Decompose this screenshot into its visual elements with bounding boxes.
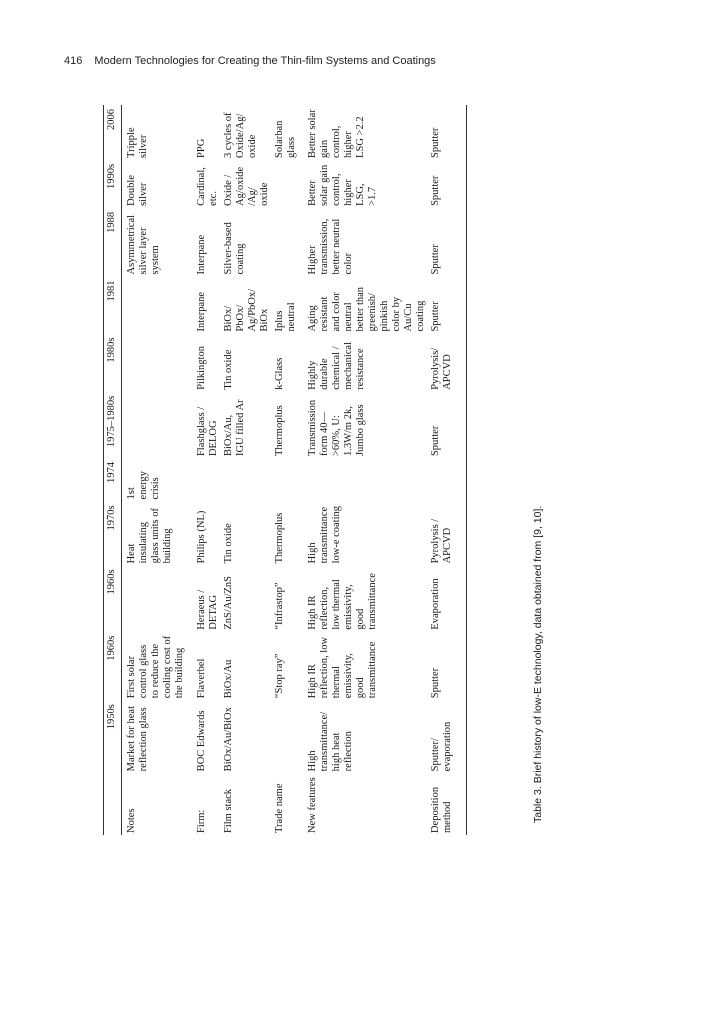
table-cell: “Infrastop” [274,582,285,630]
column-header: 1970s [104,501,122,565]
column-header: 1988 [104,208,122,277]
table-cell: Philips (NL) [196,510,207,564]
table-cell [271,208,304,277]
table-cell: Thermoplus [274,512,285,564]
running-title: Modern Technologies for Creating the Thin-film Systems and Coatings [94,55,436,67]
column-header: 1960s [104,632,122,701]
table-cell: Sputter [427,276,467,333]
table-cell: BiOx/Au/BiOx [223,707,234,772]
table-cell: Aging resistant and color neutral better than greenish/ pinkish color by Au/Cu coating [307,286,426,332]
table-cell: Sputter/ evaporation [427,700,467,773]
table-cell [122,565,187,631]
table-cell: Oxide / Ag/oxide /Ag/ oxide [223,166,270,206]
table-cell: BiOx/Au [223,659,234,699]
table-cell: Better solar gain control, higher LSG, >1.7 [307,164,378,206]
table-cell: 3 cycles of Oxide/Ag/ oxide [223,112,258,158]
table-cell: Solarban glass [274,120,297,158]
table-cell [122,276,187,333]
table-cell: High IR reflection, low thermal emissivity, good transmittance [307,573,378,630]
table-cell: Better solar gain control, higher LSG >2.2 [307,109,366,158]
table-cell: Sputter [427,632,467,701]
table-cell: Tripple silver [126,127,149,158]
table-cell [271,700,304,773]
table-cell [271,160,304,208]
low-e-history-table [103,105,467,835]
table-cell: PPG [196,138,207,158]
row-label: Firm: [196,809,207,833]
column-header [104,773,122,835]
table-cell: Cardinal, etc. [196,167,219,206]
rotated-caption-block [532,75,723,835]
table-cell: Sputter [427,392,467,458]
table-cell: Flaverbel [196,658,207,699]
table-cell [304,458,427,501]
table-cell: Silver-based coating [223,222,246,275]
running-header [64,55,436,67]
table-cell: Sputter [427,105,467,160]
table-cell: k-Glass [274,357,285,390]
column-header: 2006 [104,105,122,160]
table-cell: High transmittance/ high heat reflection [307,711,354,772]
row-label: Trade name [274,783,285,833]
column-header: 1975–1980s [104,392,122,458]
table-cell: Sputter [427,208,467,277]
table-cell: Interpane [196,234,207,275]
row-label: Notes [126,808,137,833]
table-cell: Asymmetrical silver layer system [126,214,161,275]
table-row-trade-name [271,105,304,835]
table-cell: BiOx/ PbOx/ Ag/PbOx/ BiOx [223,288,270,332]
table-row-deposition-method [427,105,467,835]
table-cell: Iplus neutral [274,302,297,332]
table-cell: Evaporation [427,565,467,631]
table-cell: Pyrolysis / APCVD [427,501,467,565]
table-cell: High transmittance low-e coating [307,505,342,564]
table-caption: Table 3. Brief history of low-E technology, data obtained from [9, 10]. [532,505,544,823]
table-cell: Pilkington [196,346,207,390]
table-cell: Thermoplus [274,405,285,457]
table-cell: Sputter [427,160,467,208]
table-cell [122,392,187,458]
table-cell: High IR reflection, low thermal emissivity, good transmittance [307,636,378,699]
table-cell: Heat insulating glass units of building [126,508,173,564]
table-cell: ZnS/Au/ZnS [223,575,234,630]
table-cell: Higher transmission, better neutral color [307,218,354,275]
table-cell: Highly durable chemical / mechanical resistance [307,341,366,390]
table-row-firm [186,105,220,835]
row-label: New features [307,777,318,833]
table-cell [122,334,187,392]
table-cell: Transmission form 40—>60%, U: 1.3W/m 2k, Jumbo glass [307,399,366,457]
table-cell: Heraeus / DETAG [196,589,219,630]
table-cell: “Stop ray” [274,653,285,699]
column-header: 1974 [104,458,122,501]
table-cell: BOC Edwards [196,710,207,772]
table-cell [271,458,304,501]
column-header: 1990s [104,160,122,208]
page-number: 416 [64,55,83,67]
row-label: Film stack [223,788,234,833]
table-row-new-features [304,105,427,835]
table-cell [186,458,220,501]
table-row-notes [122,105,187,835]
table-cell [427,458,467,501]
table-cell: Pyrolysis/ APCVD [427,334,467,392]
table-cell: Tin oxide [223,523,234,564]
table-cell: Flashglass / DELOG [196,406,219,457]
column-header: 1980s [104,334,122,392]
table-cell [220,458,271,501]
column-header: 1950s [104,700,122,773]
table-cell: First solar control glass to reduce the cooling cost of the building [126,635,185,699]
table-cell: 1st energy crisis [126,471,161,500]
table-row-film-stack [220,105,271,835]
row-label: Deposition method [427,773,467,835]
table-cell: Tin oxide [223,349,234,390]
column-header: 1960s [104,565,122,631]
table-cell: Market for heat reflection glass [126,706,149,772]
table-cell: Interpane [196,291,207,332]
table-cell: Double silver [126,174,149,206]
table-cell: BiOx/Au, IGU filled Ar [223,399,246,457]
column-header: 1981 [104,276,122,333]
table-header-row [104,105,122,835]
